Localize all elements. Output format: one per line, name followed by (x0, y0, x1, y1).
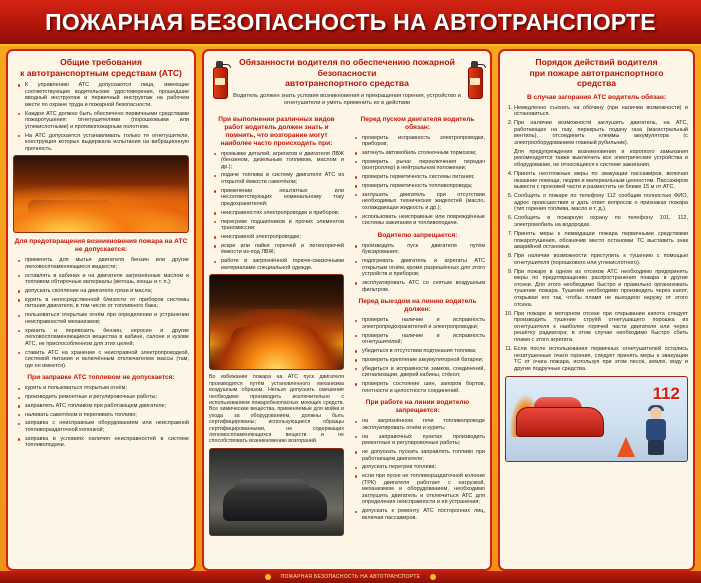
col3-subtitle: В случае загорания АТС водитель обязан: (526, 93, 667, 101)
list-item: допускать к ремонту АТС посторонних лиц, включая пассажиров. (358, 508, 485, 521)
col2-left-list (209, 151, 344, 272)
list-item: производить пуск двигателя путём буксирования; (358, 243, 485, 256)
col1-title-line2: к автотранспортным средствам (АТС) (20, 67, 182, 78)
list-item: На АТС допускается устанавливать только те огнетушители, конструкция которых выдержала испытания на вибрационную прочность. (21, 133, 189, 153)
list-item: проверить наличие и исправность огнетушителей; (358, 333, 485, 346)
list-item: затянуть автомобиль стояночным тормозом; (358, 150, 485, 157)
list-item: К управлению АТС допускаются лица, имеющие соответствующие водительские удостоверения, прошедшие вводный инструктаж и первичный инструктаж на рабочем месте по охране труда и пожарной безопасности. (21, 82, 189, 108)
col3-title-line1: Порядок действий водителя (535, 57, 658, 67)
col2-title-line1: Обязанности водителя по обеспечению пожарной безопасности (239, 57, 455, 78)
fire-extinguisher-icon (211, 59, 228, 99)
col2-subtitle-before-start: Перед пуском двигателя водитель обязан: (360, 115, 475, 131)
list-item: эксплуатировать АТС со снятым воздушным фильтром. (358, 280, 485, 293)
list-item: 10. При пожаре в моторном отсеке при открывании капота следует производить тушение струёй огнетушащего порошка из огнетушителя к наиболее горячей части двигателя или через решётку радиатора; в этом случае необходимо быстро сбить пламя с этого агрегата. (514, 311, 688, 344)
list-item: производить ремонтные и регулировочные работы; (21, 394, 189, 401)
list-item: курить в непосредственной близости от приборов системы питания двигателя, в том числе от топливного бака; (21, 297, 189, 310)
list-item: 2. При наличии возможности заглушить двигатель, на АТС, работающих на газу, перекрыть подачу газа (магистральный вентиль), отсоединить клеммы аккумулятора (с электрооборудованием главный рубильник). (514, 120, 688, 146)
list-item: Каждое АТС должно быть обеспечено первичными средствами пожаротушения: огнетушителями (порошковыми или углекислотными) и противопожарным полотном. (21, 111, 189, 131)
list-item: заправка в условиях наличия неисправностей в системе топливоподачи. (21, 436, 189, 449)
image-fire-scene (13, 155, 189, 233)
col2-subtitle-forbidden: Водителю запрещается: (377, 231, 458, 239)
col1-title (13, 57, 189, 78)
list-item: промывке деталей, агрегатов и двигателя ЛВЖ (бензином, дизельным топливом, маслом и др.); (217, 151, 344, 171)
list-item: проверить герметичность топливопровода; (358, 183, 485, 190)
list-item: проверить рычаг переключения передач (контроллер) в нейтральном положении; (358, 159, 485, 172)
col2-subtitle-line-forbidden: При работе на линии водителю запрещается: (365, 399, 470, 415)
list-item: 4. Принять неотложные меры по эвакуации пассажиров, включая оказание помощи, людям и материальным ценностям. Пассажиров вывести с проезжей части и разместить не ближе 15 м от АТС. (514, 171, 688, 191)
list-item: использовать неисправные или повреждённые системы зажигания и топливоподачи. (358, 214, 485, 227)
list-item: подаче топлива в систему двигателя АТС из открытой ёмкости самотёком; (217, 172, 344, 185)
list-item: не допускать пускать заправлять топливо при работающем двигателе; (358, 449, 485, 462)
fire-extinguisher-icon (466, 59, 483, 99)
list-item: 8. При наличии возможности приступить к тушению с помощью огнетушителя (порошкового или углекислотного). (514, 253, 688, 266)
col2-title (209, 57, 485, 89)
list-item: неисправностях электропроводки и приборов; (217, 210, 344, 217)
list-item: 9. При пожаре в одном из отсеков АТС необходимо предпринять меры по предотвращению распространения пожара в другие отсеки. Для этого необходимо быстро и правильно организовать тушение пожара. Тушение необходимо производить через капот, открывая его так, чтобы пламя не выходило наружу от этого отсека. (514, 269, 688, 309)
col3-title-line2: при пожаре автотранспортного (529, 67, 664, 78)
col1-refuel-list (13, 385, 189, 449)
footer-text: ПОЖАРНАЯ БЕЗОПАСНОСТЬ НА АВТОТРАНСПОРТЕ (280, 574, 421, 580)
col1-general-list (13, 82, 189, 152)
col2-title-line2: автотранспортного средства (285, 78, 409, 88)
list-item: курить и пользоваться открытым огнём; (21, 385, 189, 392)
list-item: оставлять в кабинах и на двигателе загрязнённые маслом и топливом обтирочные материалы (ветошь, концы и т. п.); (21, 273, 189, 286)
list-item: убедиться в исправности замков, соединений, сигнализации, дверей кабины, стёкол; (358, 366, 485, 379)
list-item: на загрязнённом течи топливопроводе эксплуатировать огнём и курить; (358, 418, 485, 431)
list-item: подогревать двигатель и агрегаты АТС открытым огнём, кроме разрешённых для этого устройств и приборов; (358, 258, 485, 278)
warning-cone-icon (617, 437, 635, 457)
list-item: убедиться в отсутствии подтекания топлива; (358, 348, 485, 355)
list-item: 7. Принять меры к ликвидации пожара первичными средствами пожаротушения, обозначив место остановки ТС выставить знак аварийной остановки. (514, 231, 688, 251)
col3-steps-list (505, 105, 688, 373)
column-fire-actions (498, 49, 695, 571)
list-item: ставить АТС на хранение с неисправной электропроводкой, системой питания и включённым отключателем массы (там, где он имеется). (21, 350, 189, 370)
col1-subtitle-refuel: При заправке АТС топливом не допускается: (27, 374, 175, 382)
list-item: 6. Сообщить в пожарную охрану по телефону 101, 112, электромобиль на водородах. (514, 215, 688, 228)
image-burning-car (209, 274, 344, 370)
list-item: проверить состояние шин, запоров бортов, плотности и целостности соединений. (358, 381, 485, 394)
car-shape (516, 407, 604, 437)
list-item: Для предупреждения возникновения и короткого замыкания рекомендуется также выключить все электрические устройства и оборудование, не относящиеся к системе зажигания. (514, 148, 688, 169)
list-item: проверить исправность электропроводки, приборов; (358, 135, 485, 148)
poster-header (0, 0, 701, 46)
footer-dot-icon (265, 574, 271, 580)
column-general-requirements (6, 49, 196, 571)
list-item: 5. Сообщить о пожаре по телефону 112 сообщив полностью ФИО, адрес происшествия и дать ответ вопросов о признаках пожара (тип горения топлива, масло и т. д.). (514, 193, 688, 213)
col2-lead: Водитель должен знать условия возникновения и прекращения горения, устройство и огнетушители и уметь применить их в действии (233, 92, 461, 106)
list-item: пользоваться открытым огнём при определении и устранении неисправностей механизмов; (21, 312, 189, 325)
driver-figure (643, 407, 669, 455)
emergency-number: 112 (652, 384, 680, 404)
list-item: 1. Немедленно съехать на обочину (при наличии возможности) и остановиться. (514, 105, 688, 118)
list-item: допускать скопление на двигателе грязи и масла; (21, 288, 189, 295)
poster-columns (6, 49, 695, 571)
list-item: заправка с неисправным оборудованием или неисправной топливораздаточной колонкой; (21, 420, 189, 433)
col2-before-start-list (350, 135, 485, 227)
list-item: 11. Если после использования первичных огнетушителей остались незатушенные очаги горения, следует принять меры к эвакуации ТС от очага пожара, используя при этом песок, землю, воду и другие подручные средства. (514, 346, 688, 372)
col1-title-line1: Общие требования (60, 57, 142, 67)
col2-left-subtitle: При выполнении различных видов работ водитель должен знать и помнить, что возгорание могут наиболее часто происходить при: (218, 115, 335, 147)
col2-line-forbidden-list (350, 418, 485, 521)
list-item: заглушить двигатель при отсутствии необходимых технических жидкостей (масло, охлаждающая жидкость и др.); (358, 192, 485, 212)
list-item: хранить и перевозить бензин, керосин и другие легковоспламеняющиеся вещества в кабине, салоне и кузове АТС, не приспособленном для этих целей; (21, 328, 189, 348)
list-item: искре или пайке горючей и легкогорючей ёмкости из-под ЛВЖ; (217, 243, 344, 256)
list-item: допускать перегрев топлива; (358, 464, 485, 471)
col1-prevention-list (13, 257, 189, 369)
list-item: перегреве подшипников и прочих элементов трансмиссии; (217, 219, 344, 232)
col2-forbidden-list (350, 243, 485, 294)
page-title: ПОЖАРНАЯ БЕЗОПАСНОСТЬ НА АВТОТРАНСПОРТЕ (45, 8, 656, 35)
list-item: применении нештатных или несоответствующих номинальному току предохранителей; (217, 188, 344, 208)
image-emergency-call (505, 376, 688, 462)
list-item: проверить герметичность системы питания; (358, 174, 485, 181)
list-item: проверить наличие и исправность электропредохранителей и электропроводки; (358, 317, 485, 330)
list-item: неисправной электропроводке; (217, 234, 344, 241)
list-item: если при пуске не топливораздаточной колонке (ТРК) двигателя работает с нагрузкой, механизмом и оборудованием, необходимо заглушить двигатель и отключиться АТС для определения неисправности и её устранения; (358, 473, 485, 506)
col2-left-note: Во избежание пожара на АТС пуск двигателя производится путём установленного механизма воздушным образом. Нельзя допускать смешение необходимо производить исключительно с использованием пожаробезопасных моющих средств. Все химические вещества, применяемые для мойки и ухода за оборудованием, должны быть сертифицированы; использующиеся образцы сертифицированными, не содержащих легковоспламеняющихся веществ и не способствовать возникновению возгораний. (209, 374, 344, 445)
col2-left-half (209, 111, 344, 540)
list-item: заправлять АТС топливом при работающем двигателе; (21, 403, 189, 410)
list-item: наливать самотёком и переливать топливо; (21, 412, 189, 419)
image-burnt-car (209, 448, 344, 536)
col3-title-line3: средства (576, 78, 617, 88)
poster-footer (0, 571, 701, 583)
column-driver-duties (202, 49, 492, 571)
list-item: проверить крепление аккумуляторной батареи; (358, 357, 485, 364)
list-item: применять для мытья двигателя бензин или другие легковоспламеняющиеся жидкости; (21, 257, 189, 270)
list-item: работе в загрязнённой горюче-смазочными материалами специальной одежде. (217, 258, 344, 271)
col2-subtitle-before-trip: Перед выездом на линию водитель должен: (358, 298, 477, 314)
list-item: на заправочных пунктах производить ремонтные и регулировочные работы; (358, 434, 485, 447)
footer-dot-icon (430, 574, 436, 580)
col2-before-trip-list (350, 317, 485, 394)
col1-subtitle-prevention: Для предотвращения возникновения пожара на АТС не допускается: (14, 238, 188, 254)
col2-right-half (350, 111, 485, 540)
col3-title (505, 57, 688, 89)
